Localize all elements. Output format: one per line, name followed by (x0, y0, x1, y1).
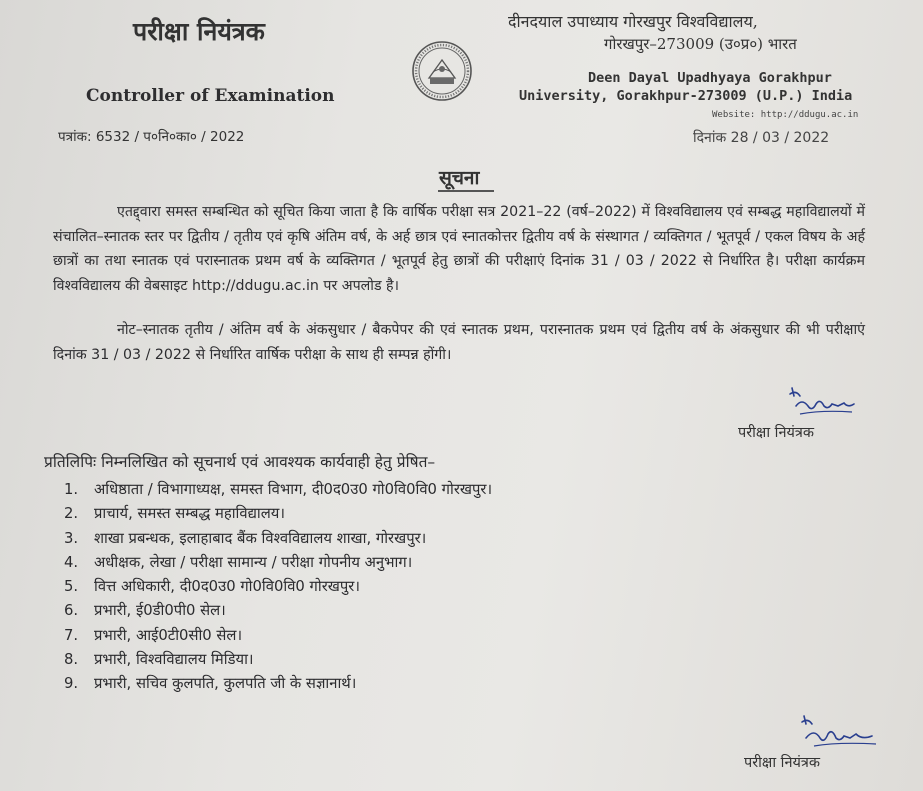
reference-date: दिनांक 28 / 03 / 2022 (693, 130, 830, 146)
university-name-english-line1: Deen Dayal Upadhyaya Gorakhpur (588, 70, 832, 86)
university-website: Website: http://ddugu.ac.in (712, 110, 859, 120)
university-name-english-line2: University, Gorakhpur-273009 (U.P.) India (519, 88, 853, 104)
university-name-hindi-line1: दीनदयाल उपाध्याय गोरखपुर विश्वविद्यालय, (508, 12, 758, 31)
list-item: 6. प्रभारी, ई0डी0पी0 सेल। (64, 602, 226, 620)
list-item: 5. वित्त अधिकारी, दी0द0उ0 गो0वि0वि0 गोरखपुर। (64, 578, 360, 596)
office-title-hindi: परीक्षा नियंत्रक (133, 17, 265, 46)
copy-to-heading: प्रतिलिपिः निम्नलिखित को सूचनार्थ एवं आवश्यक कार्यवाही हेतु प्रेषित– (44, 453, 436, 471)
signatory-1: परीक्षा नियंत्रक (738, 425, 815, 441)
list-item: 9. प्रभारी, सचिव कुलपति, कुलपति जी के सज्ञानार्थ। (64, 675, 357, 693)
reference-number: पत्रांक: 6532 / प०नि०का० / 2022 (58, 129, 245, 145)
list-item: 8. प्रभारी, विश्वविद्यालय मिडिया। (64, 651, 254, 669)
list-item: 3. शाखा प्रबन्धक, इलाहाबाद बैंक विश्वविद्यालय शाखा, गोरखपुर। (64, 529, 427, 547)
signature-2 (792, 712, 882, 756)
list-item: 4. अधीक्षक, लेखा / परीक्षा सामान्य / परीक्षा गोपनीय अनुभाग। (64, 553, 413, 571)
office-title-english: Controller of Examination (86, 86, 335, 106)
university-name-hindi-line2: गोरखपुर–273009 (उ०प्र०) भारत (604, 35, 797, 53)
heading-underline (438, 190, 494, 192)
signature-1 (782, 384, 862, 424)
signatory-2: परीक्षा नियंत्रक (744, 755, 821, 771)
university-emblem-icon (411, 40, 473, 102)
notice-heading: सूचना (439, 167, 480, 189)
list-item: 1. अधिष्ठाता / विभागाध्यक्ष, समस्त विभाग, दी0द0उ0 गो0वि0वि0 गोरखपुर। (64, 481, 493, 498)
notice-paragraph-1: एतद्द्वारा समस्त सम्बन्धित को सूचित किया जाता है कि वार्षिक परीक्षा सत्र 2021–22 (वर्ष–2022) में विश्वविद्यालय एवं सम्बद्ध महाविद्यालयों में संचालित–स्नातक स्तर पर द्वितीय / तृतीय एवं कृषि अंतिम वर्ष, के अर्ह छात्र एवं स्नातकोत्तर द्वितीय वर्ष के संस्थागत / व्यक्तिगत / भूतपूर्व / एकल विषय के अर्ह छात्रों का तथा स्नातक एवं परास्नातक प्रथम वर्ष के व्यक्तिगत / भूतपूर्व हेतु छात्रों की परीक्षाएं दिनांक 31 / 03 / 2022 से निर्धारित है। परीक्षा कार्यक्रम विश्वविद्यालय की वेबसाइट http://ddugu.ac.in पर अपलोड है। (53, 204, 865, 294)
copy-to-list (64, 479, 492, 698)
list-item: 7. प्रभारी, आई0टी0सी0 सेल। (64, 626, 243, 644)
notice-paragraph-2: नोट–स्नातक तृतीय / अंतिम वर्ष के अंकसुधार / बैकपेपर की एवं स्नातक प्रथम, परास्नातक प्रथम एवं द्वितीय वर्ष के अंकसुधार की भी परीक्षाएं दिनांक 31 / 03 / 2022 से निर्धारित वार्षिक परीक्षा के साथ ही सम्पन्न होंगी। (53, 322, 865, 363)
list-item: 2. प्राचार्य, समस्त सम्बद्ध महाविद्यालय। (64, 505, 285, 523)
